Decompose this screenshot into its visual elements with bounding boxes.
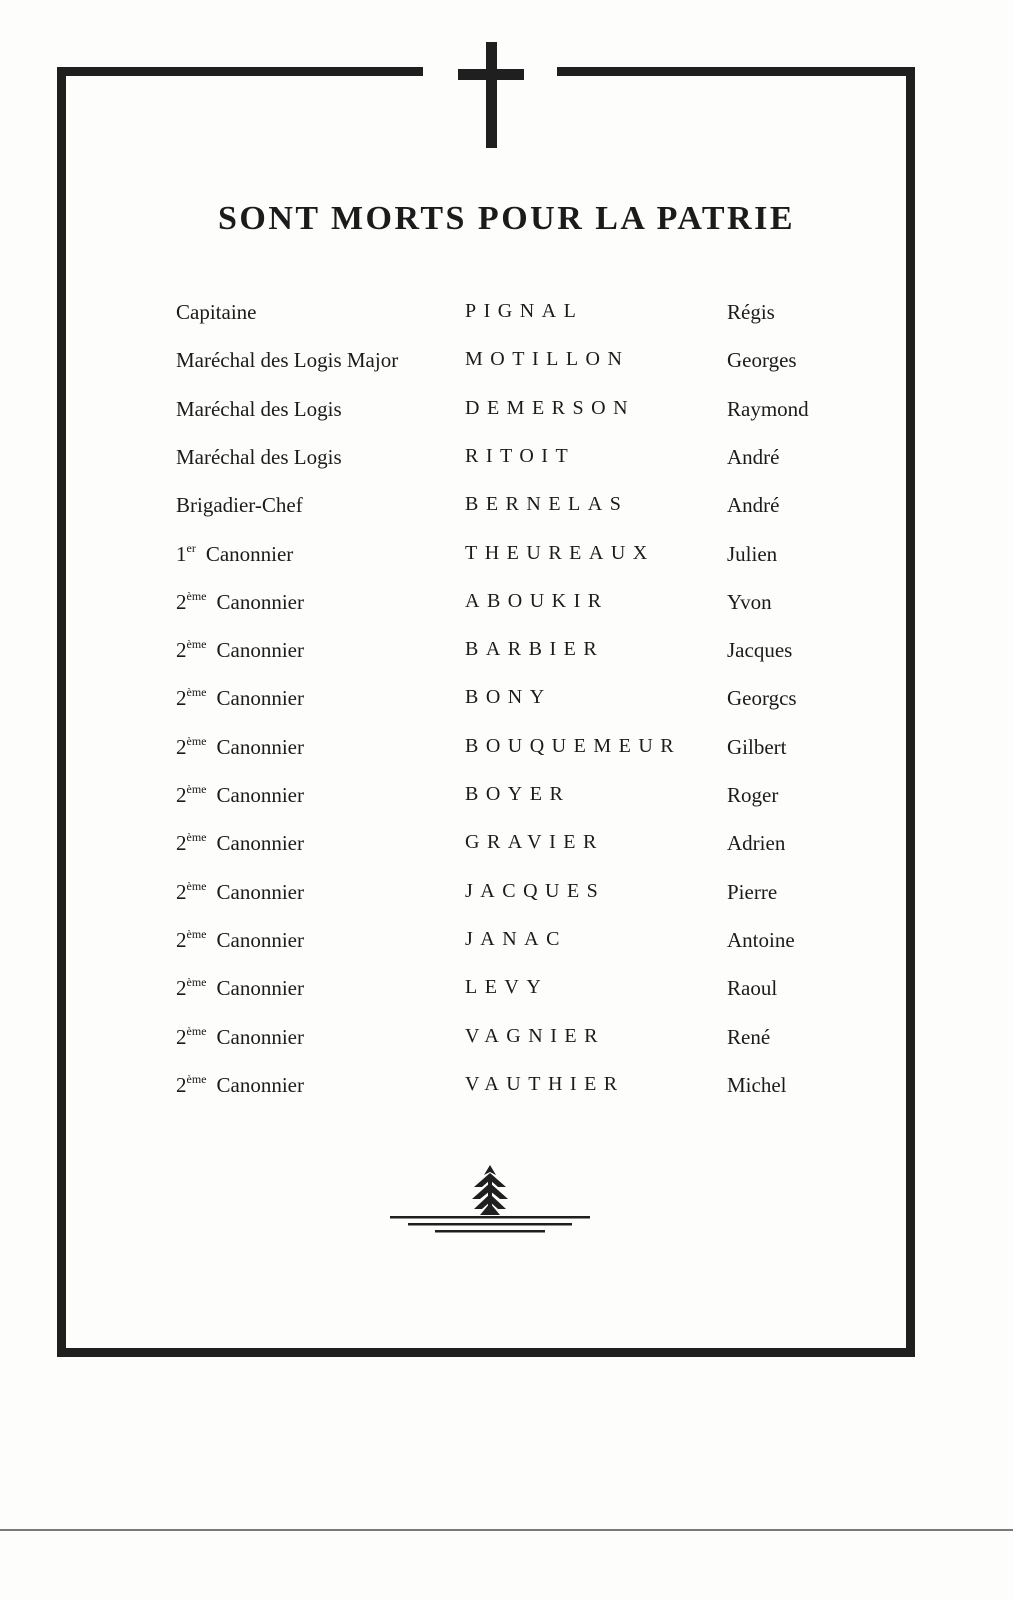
surname: MOTILLON: [465, 348, 630, 371]
first-name: Georges: [727, 348, 797, 373]
list-item: [0, 976, 1013, 1016]
rank-superscript: ème: [186, 1023, 207, 1038]
rank-number: 2: [176, 734, 187, 759]
first-name: René: [727, 1024, 771, 1049]
first-name: André: [727, 493, 780, 518]
rank-label: [176, 590, 304, 615]
rank-text: Maréchal des Logis: [176, 396, 342, 421]
surname: BERNELAS: [465, 493, 629, 516]
first-name: André: [727, 444, 780, 469]
first-name: Antoine: [727, 927, 795, 952]
rank-label: [176, 542, 293, 567]
rank-superscript: ème: [186, 878, 207, 893]
rank-superscript: ème: [186, 1071, 207, 1086]
frame-top-left: [57, 67, 423, 76]
rank-number: 2: [176, 976, 187, 1001]
rank-text: Canonnier: [216, 1024, 304, 1049]
rank-label: [176, 638, 304, 663]
rank-number: 2: [176, 1024, 187, 1049]
list-item: [0, 928, 1013, 968]
rank-text: Brigadier-Chef: [176, 493, 303, 518]
rank-label: [176, 928, 304, 953]
rank-label: [176, 735, 304, 760]
rank-text: Canonnier: [216, 638, 304, 663]
rank-text: Canonnier: [216, 589, 304, 614]
rank-superscript: ème: [186, 830, 207, 845]
rank-label: [176, 783, 304, 808]
surname: RITOIT: [465, 444, 576, 467]
rank-label: [176, 300, 256, 325]
rank-superscript: ème: [186, 733, 207, 748]
rank-text: Canonnier: [216, 879, 304, 904]
rank-number: 2: [176, 686, 187, 711]
rank-superscript: ème: [186, 975, 207, 990]
rank-superscript: ème: [186, 685, 207, 700]
frame-bottom: [57, 1348, 915, 1357]
list-item: [0, 1073, 1013, 1113]
first-name: Georgcs: [727, 686, 797, 711]
first-name: Pierre: [727, 879, 778, 904]
list-item: [0, 735, 1013, 775]
first-name: Roger: [727, 783, 779, 807]
list-item: [0, 493, 1013, 533]
cross-horizontal-bar: [458, 69, 524, 80]
first-name: Raymond: [727, 396, 809, 421]
surname: BONY: [465, 686, 552, 709]
surname: BOYER: [465, 783, 571, 805]
rank-label: [176, 348, 398, 373]
surname: VAGNIER: [465, 1024, 605, 1047]
first-name: Raoul: [727, 976, 778, 1001]
list-item: [0, 397, 1013, 437]
list-item: [0, 831, 1013, 871]
rank-number: 2: [176, 1072, 187, 1097]
rank-text: Maréchal des Logis: [176, 444, 342, 469]
rank-text: Canonnier: [216, 734, 304, 759]
rank-text: Canonnier: [216, 927, 304, 952]
rank-label: [176, 445, 342, 470]
list-item: [0, 542, 1013, 582]
page-title: SONT MORTS POUR LA PATRIE: [217, 200, 796, 237]
rank-text: Canonnier: [216, 831, 304, 856]
first-name: Gilbert: [727, 734, 787, 759]
surname: JACQUES: [465, 879, 606, 902]
frame-top-right: [557, 67, 915, 76]
surname: GRAVIER: [465, 831, 604, 854]
rank-number: 2: [176, 638, 187, 663]
page-edge-rule: [0, 1529, 1013, 1531]
list-item: [0, 590, 1013, 630]
rank-superscript: er: [186, 540, 196, 555]
first-name: Julien: [727, 541, 778, 566]
rank-superscript: ème: [186, 588, 207, 603]
surname: ABOUKIR: [465, 589, 609, 612]
list-item: [0, 880, 1013, 920]
rank-text: Canonnier: [216, 976, 304, 1001]
rank-number: 2: [176, 589, 187, 614]
list-item: [0, 300, 1013, 340]
list-item: [0, 445, 1013, 485]
leaf-ornament-icon: [390, 1165, 590, 1245]
rank-number: 2: [176, 831, 187, 856]
first-name: Régis: [727, 300, 775, 324]
rank-text: Capitaine: [176, 300, 257, 324]
list-item: [0, 686, 1013, 726]
leaf-ornament-svg: [390, 1165, 590, 1245]
rank-number: 1: [176, 541, 187, 566]
rank-number: 2: [176, 927, 187, 952]
list-item: [0, 348, 1013, 388]
surname: LEVY: [465, 976, 549, 999]
first-name: Yvon: [727, 589, 772, 614]
rank-number: 2: [176, 783, 187, 807]
list-item: [0, 1025, 1013, 1065]
rank-text: Canonnier: [216, 686, 304, 711]
first-name: Michel: [727, 1072, 787, 1097]
rank-label: [176, 1025, 304, 1050]
surname: THEUREAUX: [465, 541, 655, 564]
rank-label: [176, 686, 304, 711]
first-name: Adrien: [727, 831, 786, 856]
rank-superscript: ème: [186, 926, 207, 941]
list-item: [0, 783, 1013, 823]
surname: VAUTHIER: [465, 1072, 625, 1095]
rank-label: [176, 1073, 304, 1098]
rank-text: Canonnier: [216, 783, 304, 807]
surname: BOUQUEMEUR: [465, 734, 682, 757]
rank-superscript: ème: [186, 782, 207, 796]
rank-text: Maréchal des Logis Major: [176, 348, 399, 373]
list-item: [0, 638, 1013, 678]
rank-label: [176, 880, 304, 905]
rank-superscript: ème: [186, 637, 207, 652]
surname: JANAC: [465, 927, 567, 950]
surname: BARBIER: [465, 638, 605, 661]
first-name: Jacques: [727, 638, 793, 663]
cross-vertical-bar: [486, 42, 497, 148]
surname: DEMERSON: [465, 396, 636, 419]
rank-label: [176, 831, 304, 856]
rank-label: [176, 493, 303, 518]
rank-text: Canonnier: [205, 541, 294, 566]
rank-number: 2: [176, 879, 187, 904]
rank-label: [176, 976, 304, 1001]
rank-text: Canonnier: [216, 1072, 304, 1097]
rank-label: [176, 397, 342, 422]
surname: PIGNAL: [465, 300, 584, 322]
